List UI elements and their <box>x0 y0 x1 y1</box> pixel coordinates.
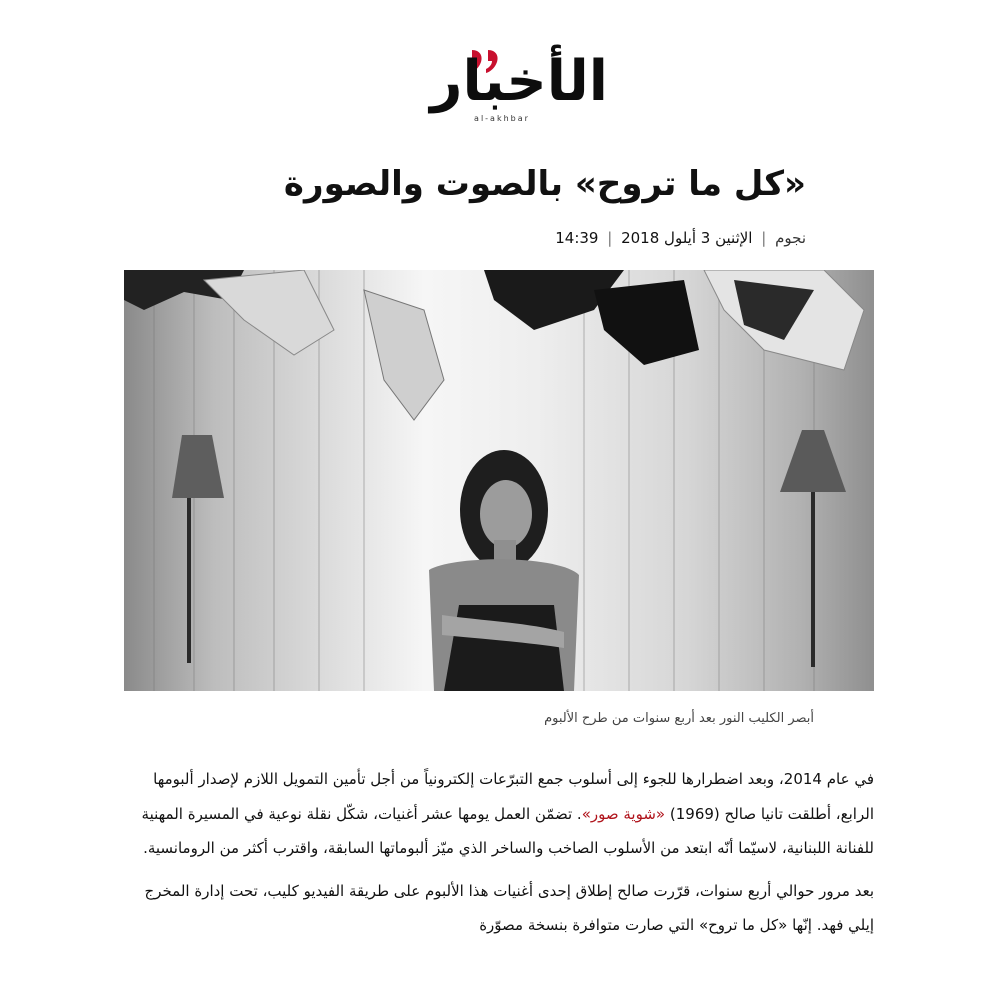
article-meta <box>186 225 806 251</box>
article-paragraph <box>124 762 874 866</box>
section-link[interactable]: نجوم <box>775 229 806 247</box>
article-title: «كل ما تروح» بالصوت والصورة <box>283 164 806 204</box>
paragraph-text: في عام 2014، وبعد اضطرارها للجوء إلى أسلوب جمع التبرّعات إلكترونياً من أجل تأمين التمويل <box>282 770 874 788</box>
image-caption: أبصر الكليب النور بعد أربع سنوات من طرح الألبوم <box>544 711 814 726</box>
album-link-text: شوية صور <box>590 804 656 823</box>
meta-separator: | <box>607 229 613 247</box>
logo-wordmark: الأخبار <box>430 49 608 114</box>
meta-separator: | <box>761 229 767 247</box>
album-link[interactable]: «شوية صور» <box>581 804 666 823</box>
paragraph-text: . تضمّن العمل يومها عشر <box>422 804 582 823</box>
photo-scene <box>124 270 874 691</box>
paragraph-text: الصاخب والساخر الذي ميّز ألبوماتها السابقة، واقترب أكثر من الرومانسية. <box>143 839 599 857</box>
article-time: 14:39 <box>555 229 599 247</box>
paragraph-text: أغنيات، شكّل نقلة نوعية في المسيرة المهنية للفنانة اللبنانية، لاسيّما أنّه ابتعد من الأسلوب <box>141 804 874 857</box>
masthead <box>0 48 1000 138</box>
article-paragraph <box>124 874 874 943</box>
article-body <box>124 762 874 951</box>
site-logo[interactable] <box>372 48 608 130</box>
article-image <box>124 270 874 691</box>
paragraph-text: كليب، تحت إدارة المخرج إيلي فهد. إنّها «كل ما تروح» التي صارت متوافرة بنسخة مصوّرة <box>144 881 874 934</box>
logo-latin-text: al-akhbar <box>474 114 530 123</box>
paragraph-text: بعد مرور حوالي أربع سنوات، قرّرت صالح إطلاق إحدى أغنيات هذا الألبوم على طريقة الفيديو <box>303 881 874 900</box>
article-date: الإثنين 3 أيلول 2018 <box>621 229 753 247</box>
paragraph-text: اللازم لإصدار ألبومها الرابع، أطلقت تانيا صالح (1969) <box>153 770 874 823</box>
